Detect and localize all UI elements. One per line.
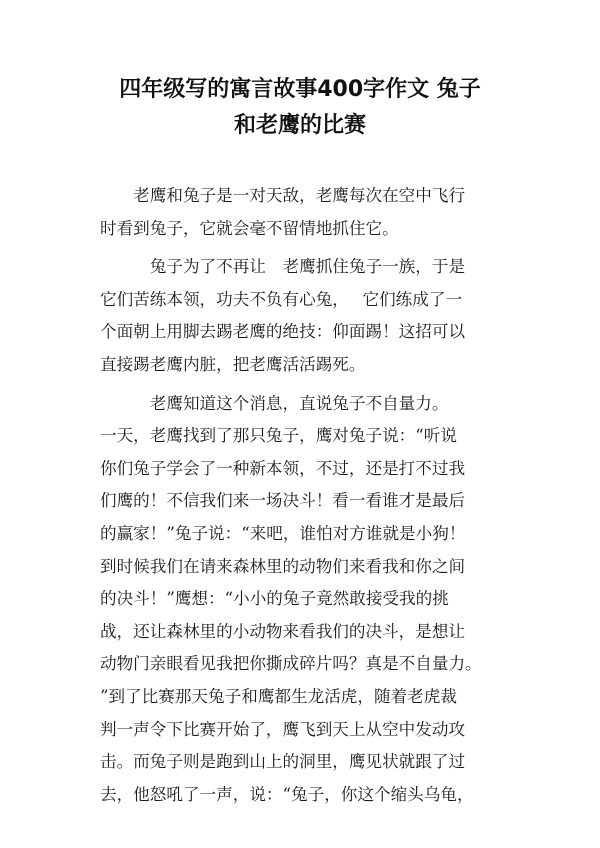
body-line: 老鹰知道这个消息，直说兔子不自量力。: [100, 393, 449, 413]
body-line: 老鹰和兔子是一对天敌，老鹰每次在空中飞行: [100, 186, 466, 205]
title-line-2: 和老鹰的比赛: [233, 113, 366, 138]
body-line: ”到了比赛那天兔子和鹰都生龙活虎，随着老虎裁: [100, 686, 457, 706]
body-line: 直接踢老鹰内脏，把老鹰活活踢死。: [100, 354, 366, 374]
body-line: 击。而兔子则是跑到山上的洞里，鹰见状就跟了过: [100, 752, 466, 772]
body-line: 动物门亲眼看见我把你撕成碎片吗？真是不自量力。: [100, 654, 482, 674]
body-line: 它们苦练本领，功夫不负有心兔， 它们练成了一: [100, 289, 463, 309]
body-line: 战，还让森林里的小动物来看我们的决斗，是想让: [100, 621, 466, 641]
body-line: 兔子为了不再让 老鹰抓住兔子一族，于是: [100, 257, 466, 277]
body-line: 你们兔子学会了一种新本领，不过，还是打不过我: [100, 458, 466, 478]
body-line: 到时候我们在请来森林里的动物们来看我和你之间: [100, 556, 466, 576]
article-body: [100, 180, 500, 811]
body-line: 时看到兔子，它就会毫不留情地抓住它。: [100, 218, 399, 238]
body-line: 们鹰的！不信我们来一场决斗！看一看谁才是最后: [100, 491, 466, 511]
body-line: 的决斗！”鹰想：“小小的兔子竟然敢接受我的挑: [100, 589, 449, 609]
body-line: 个面朝上用脚去踢老鹰的绝技：仰面踢！这招可以: [100, 322, 466, 342]
body-line: 判一声令下比赛开始了，鹰飞到天上从空中发动攻: [100, 719, 466, 739]
body-line: 去，他怒吼了一声，说：“兔子，你这个缩头乌龟，: [100, 784, 474, 804]
title-line-1: 四年级写的寓言故事400字作文 兔子: [119, 77, 481, 102]
body-line: 的赢家！”兔子说：“来吧，谁怕对方谁就是小狗！: [100, 523, 466, 543]
body-line: 一天，老鹰找到了那只兔子，鹰对兔子说：“听说: [100, 426, 457, 446]
document-title: [60, 72, 540, 144]
